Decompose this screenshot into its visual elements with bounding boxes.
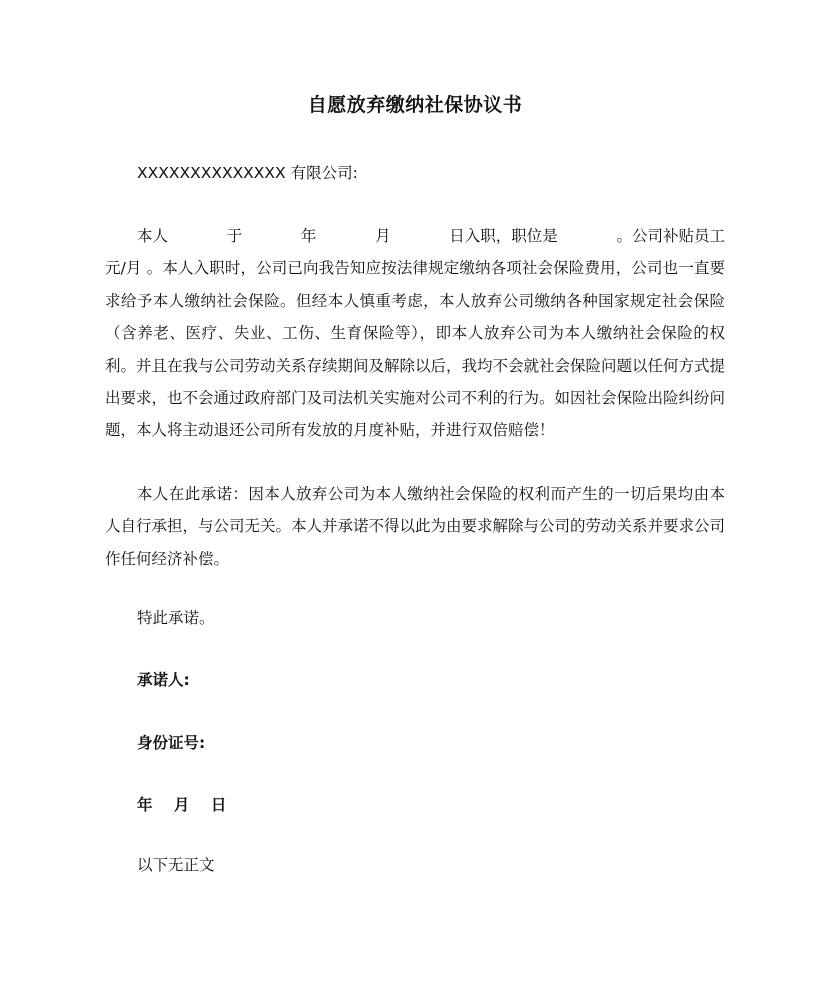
date-month-label: 月 — [173, 796, 190, 814]
paragraph-1-body: 元/月 。本人入职时，公司已向我告知应按法律规定缴纳各项社会保险费用，公司也一直要求给予本人缴纳社会保险。但经本人慎重考虑，本人放弃公司缴纳各种国家规定社会保险（含养老、医疗、失业、工伤、生育保险等），即本人放弃公司为本人缴纳社会保险的权利。并且在我与公司劳动关系存续期间及解除以后，我均不会就社会保险问题以任何方式提出要求，也不会通过政府部门及司法机关实施对公司不利的行为。如因社会保险出险纠纷问题，本人将主动退还公司所有发放的月度补贴，并进行双倍赔偿！ — [105, 259, 726, 440]
signer-label: 承诺人: — [137, 671, 190, 689]
date-day-label: 日 — [210, 796, 227, 814]
first-line-segment: 。公司补贴员工 — [616, 227, 725, 245]
closing-statement: 特此承诺。 — [137, 609, 215, 627]
date-year-label: 年 — [137, 796, 153, 814]
first-line-segment: 于 — [226, 227, 243, 245]
date-line — [137, 793, 757, 815]
first-line-segment: 日入职，职位是 — [449, 227, 558, 245]
paragraph-1-first-line — [105, 220, 725, 252]
paragraph-2: 本人在此承诺：因本人放弃公司为本人缴纳社会保险的权利而产生的一切后果均由本人自行承担，与公司无关。本人并承诺不得以此为由要求解除与公司的劳动关系并要求公司作任何经济补偿。 — [105, 485, 726, 568]
id-number-label: 身份证号: — [137, 734, 206, 752]
salutation: XXXXXXXXXXXXXX 有限公司: — [137, 164, 358, 182]
document-title: 自愿放弃缴纳社保协议书 — [307, 94, 523, 116]
first-line-segment: 年 — [300, 227, 317, 245]
paragraph-1 — [105, 220, 725, 447]
first-line-segment: 本人 — [137, 227, 169, 245]
first-line-segment: 月 — [375, 227, 391, 245]
end-note: 以下无正文 — [137, 856, 215, 874]
